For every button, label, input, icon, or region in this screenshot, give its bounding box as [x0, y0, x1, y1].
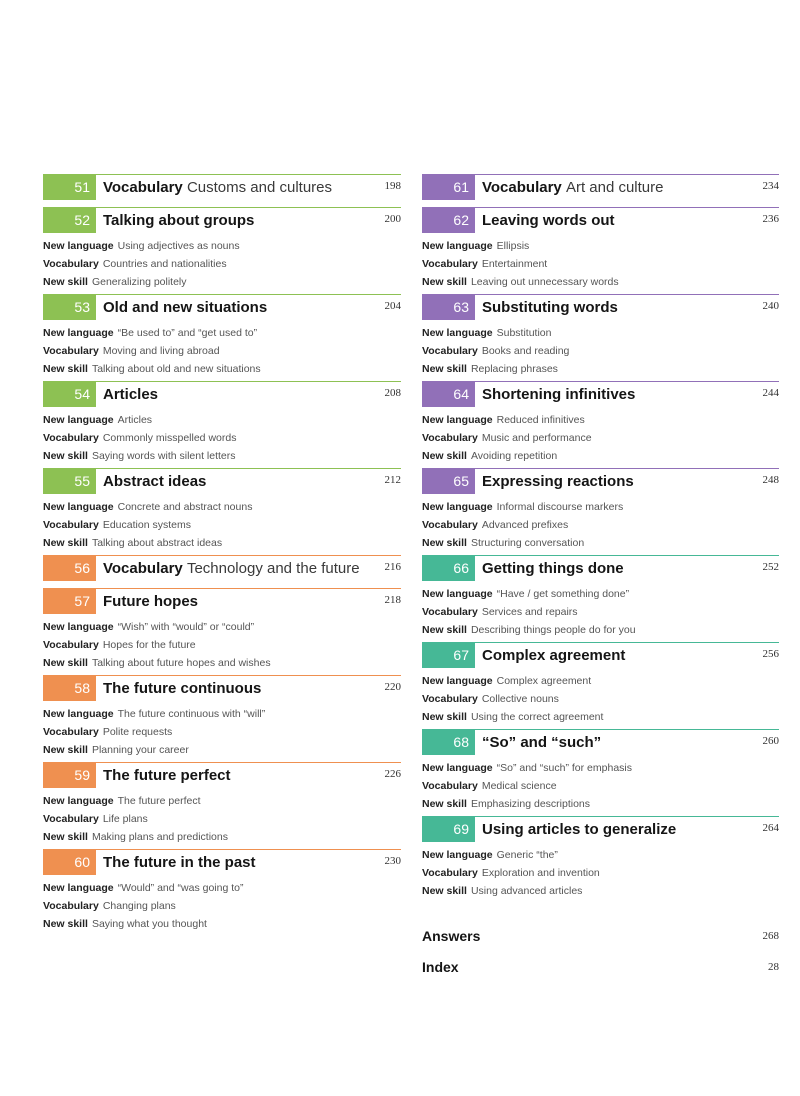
unit-title	[103, 851, 256, 875]
unit-number-badge: 63	[422, 295, 475, 320]
entry-detail-line	[43, 447, 401, 465]
unit-number-badge: 68	[422, 730, 475, 755]
detail-value: Entertainment	[481, 258, 548, 270]
entry-detail-line	[422, 603, 779, 621]
unit-title-text: Old and new situations	[103, 299, 268, 316]
unit-number-badge: 57	[43, 589, 96, 614]
toc-entry-54[interactable]	[43, 381, 401, 468]
entry-rule	[422, 207, 779, 208]
detail-value: Complex agreement	[496, 675, 592, 687]
unit-title-text: Vocabulary	[103, 179, 183, 196]
toc-entry-65[interactable]	[422, 468, 779, 555]
unit-title-text: The future continuous	[103, 680, 262, 697]
entry-rule	[43, 762, 401, 763]
entry-detail-line	[43, 429, 401, 447]
entry-header	[43, 675, 401, 705]
entry-rule	[43, 381, 401, 382]
detail-label: New language	[422, 327, 493, 339]
unit-number-badge: 58	[43, 676, 96, 701]
page-number: 256	[762, 648, 779, 660]
entry-detail-line	[422, 795, 779, 813]
unit-title	[103, 470, 206, 494]
entry-detail-line	[422, 672, 779, 690]
unit-number-badge: 53	[43, 295, 96, 320]
entry-rule	[422, 174, 779, 175]
detail-value: Using advanced articles	[470, 885, 583, 897]
entry-detail-line	[422, 429, 779, 447]
unit-title	[103, 296, 267, 320]
index-entry[interactable]	[422, 959, 779, 981]
detail-value: Generalizing politely	[91, 276, 187, 288]
unit-title	[103, 383, 158, 407]
unit-title-text: Articles	[103, 386, 159, 403]
detail-value: “Would” and “was going to”	[117, 882, 244, 894]
entry-detail-line	[43, 618, 401, 636]
page-number: 236	[762, 213, 779, 225]
entry-header	[43, 381, 401, 411]
detail-value: Talking about future hopes and wishes	[91, 657, 271, 669]
unit-title-text: Shortening infinitives	[482, 386, 636, 403]
entry-detail-line	[43, 273, 401, 291]
detail-value: Making plans and predictions	[91, 831, 228, 843]
detail-label: New skill	[422, 798, 467, 810]
toc-entry-60[interactable]	[43, 849, 401, 936]
entry-detail-line	[43, 498, 401, 516]
toc-entry-52[interactable]	[43, 207, 401, 294]
detail-label: New skill	[422, 537, 467, 549]
entry-rule	[43, 588, 401, 589]
detail-value: Reduced infinitives	[496, 414, 585, 426]
toc-entry-51[interactable]	[43, 174, 401, 207]
unit-title	[103, 764, 231, 788]
detail-value: Using adjectives as nouns	[117, 240, 240, 252]
toc-left-column	[43, 174, 401, 936]
detail-label: Vocabulary	[43, 813, 99, 825]
detail-value: “Wish” with “would” or “could”	[117, 621, 255, 633]
detail-label: New skill	[43, 537, 88, 549]
unit-title-text: Leaving words out	[482, 212, 615, 229]
detail-label: New language	[422, 762, 493, 774]
detail-value: Changing plans	[102, 900, 176, 912]
detail-value: Generic “the”	[496, 849, 558, 861]
entry-rule	[43, 555, 401, 556]
detail-value: Saying words with silent letters	[91, 450, 236, 462]
unit-title	[103, 209, 254, 233]
unit-number-badge: 52	[43, 208, 96, 233]
toc-entry-55[interactable]	[43, 468, 401, 555]
detail-label: Vocabulary	[422, 867, 478, 879]
unit-title-text: Getting things done	[482, 560, 624, 577]
unit-title	[103, 590, 198, 614]
detail-value: Hopes for the future	[102, 639, 196, 651]
unit-number-badge: 62	[422, 208, 475, 233]
entry-header	[43, 294, 401, 324]
unit-title	[482, 296, 618, 320]
detail-value: The future perfect	[117, 795, 201, 807]
detail-value: Planning your career	[91, 744, 189, 756]
unit-title-text: Complex agreement	[482, 647, 626, 664]
detail-value: Using the correct agreement	[470, 711, 604, 723]
entry-header	[43, 555, 401, 585]
entry-detail-line	[43, 810, 401, 828]
entry-rule	[422, 816, 779, 817]
unit-title-text: Abstract ideas	[103, 473, 207, 490]
entry-header	[43, 468, 401, 498]
detail-label: New skill	[43, 450, 88, 462]
unit-number-badge: 66	[422, 556, 475, 581]
entry-detail-line	[43, 723, 401, 741]
page-number: 198	[384, 180, 401, 192]
detail-value: Describing things people do for you	[470, 624, 636, 636]
toc-entry-66[interactable]	[422, 555, 779, 642]
entry-header	[422, 294, 779, 324]
answers-entry[interactable]	[422, 928, 779, 950]
toc-entry-69[interactable]	[422, 816, 779, 903]
page-number: 204	[384, 300, 401, 312]
page-number: 220	[384, 681, 401, 693]
entry-header	[43, 588, 401, 618]
entry-rule	[422, 555, 779, 556]
entry-detail-line	[43, 879, 401, 897]
detail-label: New language	[43, 708, 114, 720]
toc-entry-61[interactable]	[422, 174, 779, 207]
unit-number-badge: 61	[422, 175, 475, 200]
detail-label: New language	[43, 501, 114, 513]
entry-detail-line	[422, 690, 779, 708]
detail-label: New language	[422, 414, 493, 426]
detail-label: Vocabulary	[422, 345, 478, 357]
detail-label: Vocabulary	[422, 606, 478, 618]
unit-number-badge: 59	[43, 763, 96, 788]
entry-rule	[43, 294, 401, 295]
unit-title	[482, 557, 624, 581]
detail-value: Talking about old and new situations	[91, 363, 261, 375]
entry-detail-line	[43, 636, 401, 654]
index-label: Index	[422, 959, 459, 975]
toc-entry-62[interactable]	[422, 207, 779, 294]
toc-entry-57[interactable]	[43, 588, 401, 675]
page-number: 212	[384, 474, 401, 486]
detail-label: New language	[422, 849, 493, 861]
entry-detail-line	[43, 255, 401, 273]
detail-label: Vocabulary	[43, 345, 99, 357]
detail-label: New skill	[43, 276, 88, 288]
toc-entry-59[interactable]	[43, 762, 401, 849]
detail-value: Replacing phrases	[470, 363, 558, 375]
entry-detail-line	[43, 705, 401, 723]
unit-subtitle: Technology and the future	[186, 560, 360, 577]
page-number: 208	[384, 387, 401, 399]
detail-label: New skill	[422, 450, 467, 462]
entry-header	[422, 207, 779, 237]
entry-header	[422, 816, 779, 846]
detail-label: New language	[422, 588, 493, 600]
entry-detail-line	[43, 897, 401, 915]
entry-header	[422, 381, 779, 411]
entry-detail-line	[422, 342, 779, 360]
detail-value: “So” and “such” for emphasis	[496, 762, 632, 774]
detail-value: Articles	[117, 414, 153, 426]
detail-label: New skill	[43, 363, 88, 375]
unit-title-text: Vocabulary	[103, 560, 183, 577]
unit-title	[103, 557, 360, 581]
entry-detail-line	[422, 273, 779, 291]
unit-title-text: Future hopes	[103, 593, 199, 610]
toc-entry-63[interactable]	[422, 294, 779, 381]
detail-value: Exploration and invention	[481, 867, 600, 879]
detail-value: Polite requests	[102, 726, 173, 738]
unit-number-badge: 56	[43, 556, 96, 581]
unit-number-badge: 64	[422, 382, 475, 407]
unit-title-text: Substituting words	[482, 299, 618, 316]
page-number: 216	[384, 561, 401, 573]
detail-label: New language	[43, 795, 114, 807]
unit-title-text: The future in the past	[103, 854, 256, 871]
entry-detail-line	[43, 516, 401, 534]
entry-header	[422, 468, 779, 498]
entry-detail-line	[422, 864, 779, 882]
detail-value: Substitution	[496, 327, 552, 339]
detail-label: Vocabulary	[43, 726, 99, 738]
entry-detail-line	[43, 534, 401, 552]
entry-detail-line	[422, 324, 779, 342]
detail-value: Ellipsis	[496, 240, 530, 252]
unit-title-text: Expressing reactions	[482, 473, 634, 490]
entry-detail-line	[43, 411, 401, 429]
entry-detail-line	[43, 654, 401, 672]
entry-detail-line	[43, 792, 401, 810]
detail-value: Music and performance	[481, 432, 592, 444]
unit-number-badge: 65	[422, 469, 475, 494]
detail-value: Saying what you thought	[91, 918, 207, 930]
detail-value: Advanced prefixes	[481, 519, 569, 531]
detail-label: New language	[422, 240, 493, 252]
unit-title	[482, 644, 625, 668]
detail-label: New skill	[422, 711, 467, 723]
answers-label: Answers	[422, 928, 481, 944]
unit-title	[103, 176, 332, 200]
detail-label: Vocabulary	[422, 519, 478, 531]
entry-header	[422, 555, 779, 585]
entry-detail-line	[422, 498, 779, 516]
entry-rule	[43, 207, 401, 208]
entry-detail-line	[422, 255, 779, 273]
detail-value: Structuring conversation	[470, 537, 585, 549]
entry-detail-line	[43, 741, 401, 759]
detail-value: The future continuous with “will”	[117, 708, 266, 720]
unit-title	[482, 470, 634, 494]
detail-label: New language	[43, 240, 114, 252]
detail-value: Talking about abstract ideas	[91, 537, 223, 549]
entry-detail-line	[422, 237, 779, 255]
page-number: 264	[762, 822, 779, 834]
detail-value: Moving and living abroad	[102, 345, 220, 357]
entry-rule	[422, 468, 779, 469]
detail-label: New language	[43, 621, 114, 633]
detail-label: Vocabulary	[43, 258, 99, 270]
detail-label: New language	[43, 882, 114, 894]
unit-subtitle: Art and culture	[565, 179, 664, 196]
unit-title-text: Talking about groups	[103, 212, 255, 229]
detail-label: New language	[43, 414, 114, 426]
detail-label: New language	[43, 327, 114, 339]
entry-detail-line	[422, 534, 779, 552]
page-number: 200	[384, 213, 401, 225]
detail-label: Vocabulary	[43, 900, 99, 912]
unit-title	[482, 209, 615, 233]
detail-label: New skill	[43, 744, 88, 756]
entry-rule	[422, 294, 779, 295]
entry-rule	[43, 849, 401, 850]
toc-entry-56[interactable]	[43, 555, 401, 588]
detail-label: Vocabulary	[422, 258, 478, 270]
entry-detail-line	[422, 708, 779, 726]
entry-detail-line	[43, 342, 401, 360]
unit-title	[482, 818, 676, 842]
unit-subtitle: Customs and cultures	[186, 179, 333, 196]
detail-label: New language	[422, 501, 493, 513]
entry-detail-line	[422, 777, 779, 795]
entry-detail-line	[422, 411, 779, 429]
detail-value: Services and repairs	[481, 606, 578, 618]
detail-label: New skill	[422, 624, 467, 636]
entry-detail-line	[422, 516, 779, 534]
unit-number-badge: 51	[43, 175, 96, 200]
detail-value: Education systems	[102, 519, 191, 531]
toc-entry-58[interactable]	[43, 675, 401, 762]
unit-title	[482, 176, 664, 200]
detail-value: Concrete and abstract nouns	[117, 501, 253, 513]
entry-header	[43, 762, 401, 792]
entry-rule	[43, 468, 401, 469]
detail-label: New skill	[43, 657, 88, 669]
detail-value: Life plans	[102, 813, 148, 825]
detail-label: Vocabulary	[43, 519, 99, 531]
entry-header	[43, 207, 401, 237]
toc-entry-68[interactable]	[422, 729, 779, 816]
unit-number-badge: 55	[43, 469, 96, 494]
detail-value: Countries and nationalities	[102, 258, 227, 270]
detail-value: “Have / get something done”	[496, 588, 630, 600]
entry-detail-line	[422, 759, 779, 777]
entry-detail-line	[43, 324, 401, 342]
entry-rule	[43, 675, 401, 676]
toc-entry-67[interactable]	[422, 642, 779, 729]
detail-label: Vocabulary	[43, 432, 99, 444]
entry-header	[422, 729, 779, 759]
detail-value: Emphasizing descriptions	[470, 798, 591, 810]
unit-number-badge: 60	[43, 850, 96, 875]
unit-title	[103, 677, 261, 701]
detail-label: Vocabulary	[43, 639, 99, 651]
entry-detail-line	[43, 828, 401, 846]
detail-label: New language	[422, 675, 493, 687]
detail-label: New skill	[43, 831, 88, 843]
detail-label: Vocabulary	[422, 780, 478, 792]
unit-title	[482, 383, 635, 407]
unit-number-badge: 69	[422, 817, 475, 842]
detail-label: New skill	[422, 363, 467, 375]
detail-label: Vocabulary	[422, 693, 478, 705]
toc-entry-64[interactable]	[422, 381, 779, 468]
page-number: 240	[762, 300, 779, 312]
entry-rule	[422, 381, 779, 382]
answers-page: 268	[762, 930, 779, 942]
entry-detail-line	[422, 360, 779, 378]
detail-label: New skill	[422, 276, 467, 288]
toc-entry-53[interactable]	[43, 294, 401, 381]
page-number: 230	[384, 855, 401, 867]
unit-title-text: Using articles to generalize	[482, 821, 677, 838]
entry-detail-line	[422, 585, 779, 603]
detail-label: Vocabulary	[422, 432, 478, 444]
detail-value: Medical science	[481, 780, 557, 792]
unit-title	[482, 731, 601, 755]
unit-title-text: The future perfect	[103, 767, 231, 784]
detail-value: Commonly misspelled words	[102, 432, 237, 444]
entry-detail-line	[422, 621, 779, 639]
entry-detail-line	[422, 882, 779, 900]
detail-value: Avoiding repetition	[470, 450, 558, 462]
unit-title-text: “So” and “such”	[482, 734, 602, 751]
entry-detail-line	[43, 237, 401, 255]
page-number: 226	[384, 768, 401, 780]
page-number: 234	[762, 180, 779, 192]
detail-value: Collective nouns	[481, 693, 559, 705]
toc-right-column	[422, 174, 779, 903]
page-number: 248	[762, 474, 779, 486]
page-number: 260	[762, 735, 779, 747]
detail-value: Books and reading	[481, 345, 570, 357]
entry-detail-line	[43, 915, 401, 933]
detail-value: Informal discourse markers	[496, 501, 624, 513]
unit-number-badge: 67	[422, 643, 475, 668]
unit-number-badge: 54	[43, 382, 96, 407]
unit-title-text: Vocabulary	[482, 179, 562, 196]
entry-rule	[43, 174, 401, 175]
entry-header	[43, 174, 401, 204]
entry-detail-line	[43, 360, 401, 378]
entry-header	[422, 174, 779, 204]
entry-rule	[422, 642, 779, 643]
entry-header	[422, 642, 779, 672]
page-number: 244	[762, 387, 779, 399]
entry-detail-line	[422, 846, 779, 864]
page-number: 218	[384, 594, 401, 606]
detail-value: “Be used to” and “get used to”	[117, 327, 258, 339]
detail-label: New skill	[422, 885, 467, 897]
page-number: 252	[762, 561, 779, 573]
detail-label: New skill	[43, 918, 88, 930]
entry-header	[43, 849, 401, 879]
entry-rule	[422, 729, 779, 730]
entry-detail-line	[422, 447, 779, 465]
detail-value: Leaving out unnecessary words	[470, 276, 619, 288]
index-page: 28	[768, 961, 779, 973]
